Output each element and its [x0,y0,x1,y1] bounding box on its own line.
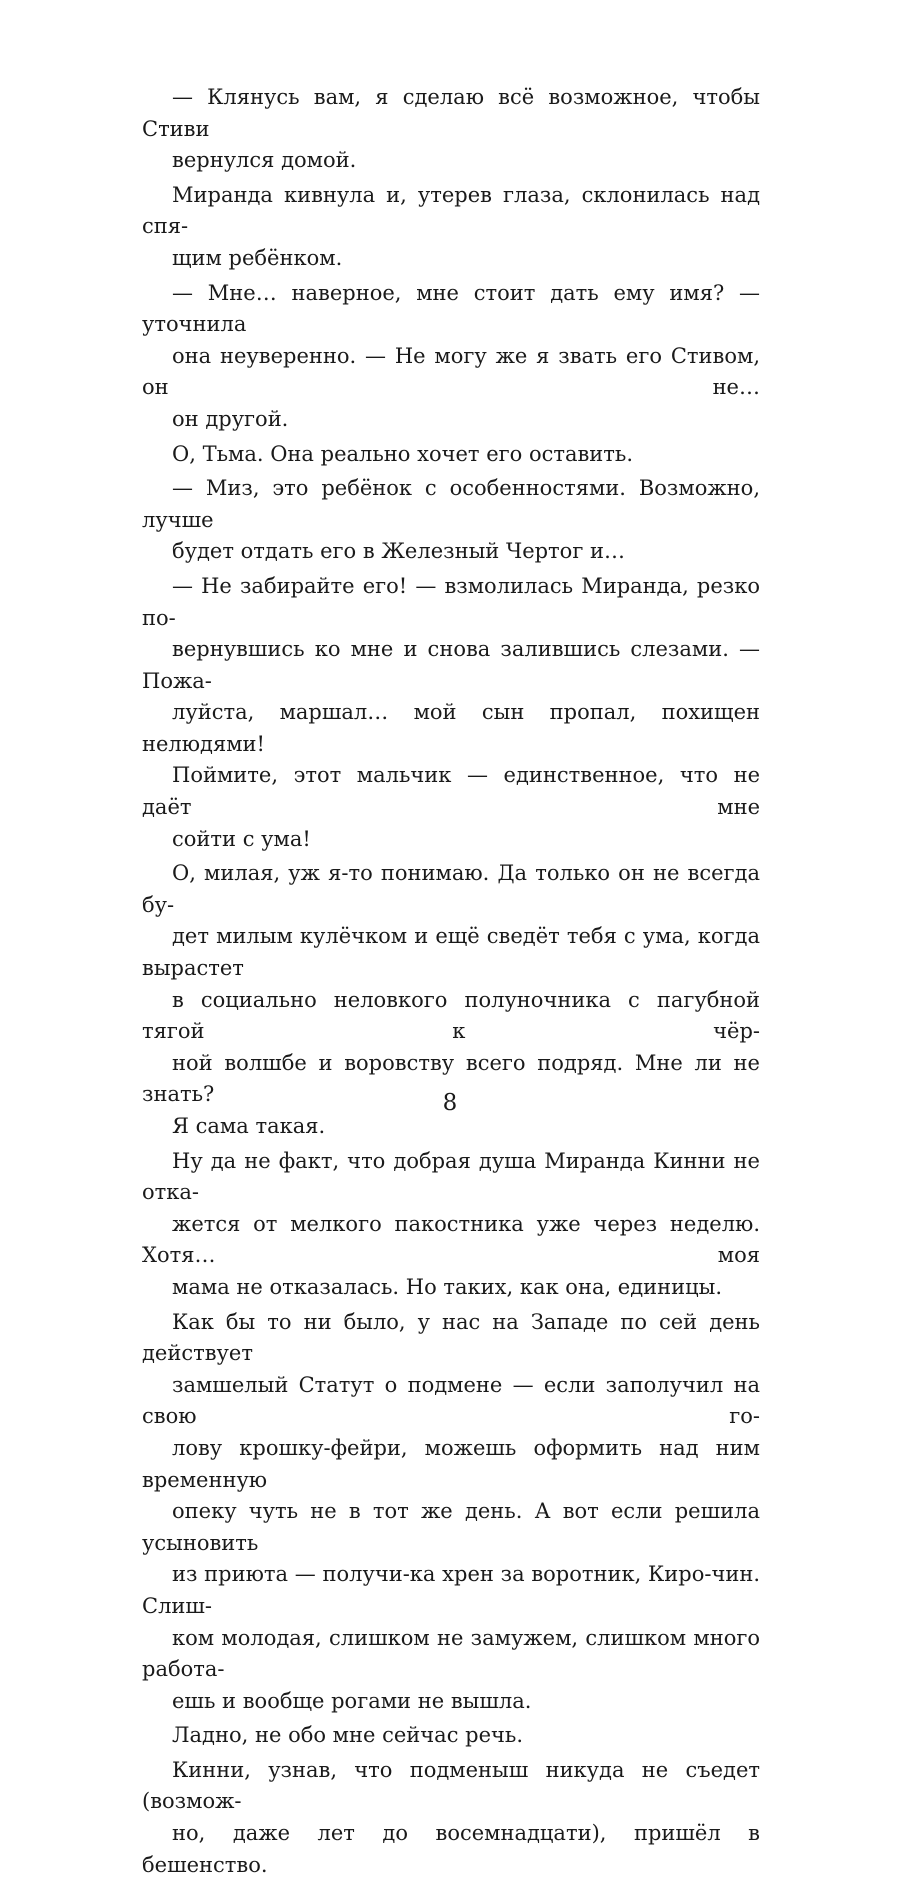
text-line: — Миз, это ребёнок с особенностями. Возможно, лучше [142,476,760,532]
text-line: О, Тьма. Она реально хочет его оставить. [172,441,634,466]
text-line: замшелый Статут о подмене — если заполучил на свою го- [142,1372,760,1429]
paragraph [142,1720,760,1752]
text-line: — Мне… наверное, мне стоит дать ему имя? — уточнила [142,280,760,337]
text-line: будет отдать его в Железный Чертог и… [172,539,625,564]
paragraph [142,180,760,275]
paragraph [142,571,760,855]
text-line: из приюта — получи-ка хрен за воротник, Киро-чин. Слиш- [142,1562,760,1618]
text-line: — Не забирайте его! — взмолилась Миранда, резко по- [142,573,760,630]
text-line: луйста, маршал… мой сын пропал, похищен нелюдями! [142,700,760,756]
text-line: мама не отказалась. Но таких, как она, единицы. [172,1274,723,1299]
text-line: Миранда кивнула и, утерев глаза, склонилась над спя- [142,182,760,239]
text-line: ной волшбе и воровству всего подряд. Мне ли не знать? [142,1050,760,1107]
paragraph [142,82,760,177]
page-text [142,82,760,1884]
page-number: 8 [442,1090,458,1116]
text-line: опеку чуть не в тот же день. А вот если решила усыновить [142,1499,760,1555]
text-line: лову крошку-фейри, можешь оформить над ним временную [142,1435,760,1492]
text-line: в социально неловкого полуночника с пагубной тягой к чёр- [142,987,760,1044]
text-line: Поймите, этот мальчик — единственное, что не даёт мне [142,763,760,820]
text-line: он другой. [172,406,289,431]
paragraph [142,278,760,436]
text-line: сойти с ума! [172,826,311,851]
paragraph [142,1146,760,1304]
text-line: Кинни, узнав, что подменыш никуда не съедет (возмож- [142,1757,760,1814]
text-line: жется от мелкого пакостника уже через неделю. Хотя… моя [142,1211,760,1268]
text-line: дет милым кулёчком и ещё сведёт тебя с ума, когда вырастет [142,924,760,981]
text-line: — Клянусь вам, я сделаю всё возможное, чтобы Стиви [142,85,760,141]
text-line: Я сама такая. [172,1114,326,1138]
text-line: Ну да не факт, что добрая душа Миранда Кинни не отка- [142,1148,760,1205]
paragraph [142,1307,760,1718]
paragraph [142,1755,760,1881]
text-line: ешь и вообще рогами не вышла. [172,1688,532,1713]
text-line: она неуверенно. — Не могу же я звать его Стивом, он не… [142,343,760,400]
text-line: О, милая, уж я-то понимаю. Да только он не всегда бу- [142,861,760,917]
text-line: щим ребёнком. [172,245,343,270]
paragraph [142,439,760,471]
paragraph [142,473,760,568]
text-line: но, даже лет до восемнадцати), пришёл в бешенство. [142,1821,760,1877]
text-line: ком молодая, слишком не замужем, слишком много работа- [142,1625,760,1682]
text-line: Ладно, не обо мне сейчас речь. [172,1723,523,1748]
text-line: Как бы то ни было, у нас на Западе по сей день действует [142,1309,760,1366]
text-line: вернувшись ко мне и снова залившись слезами. — Пожа- [142,637,760,693]
text-line: вернулся домой. [172,148,357,173]
